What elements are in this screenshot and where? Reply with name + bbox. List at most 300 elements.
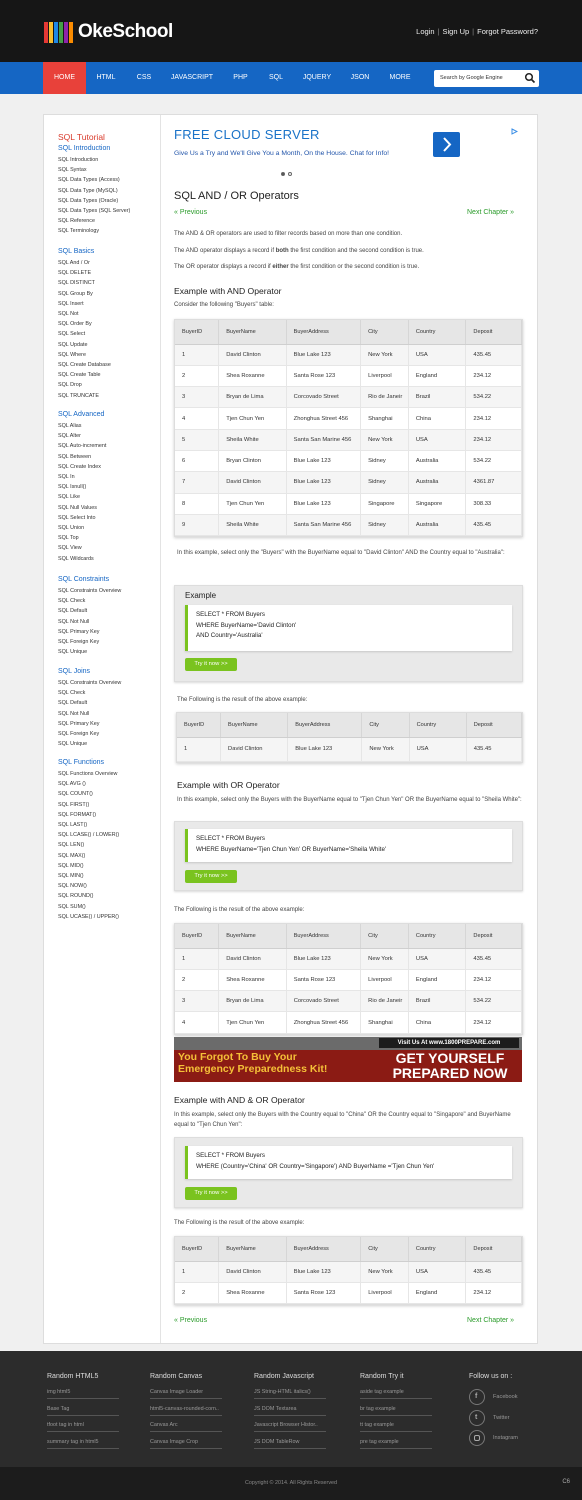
ad-next-button[interactable] [433, 132, 460, 157]
table-cell: 234.12 [466, 365, 522, 386]
table-cell: 1 [175, 1261, 219, 1282]
login-link[interactable]: Login [416, 27, 435, 36]
table-header-row [177, 713, 522, 737]
ad-subtitle[interactable]: Give Us a Try and We'll Give You a Month, On the House. Chat for Info! [174, 150, 390, 157]
table-row [175, 493, 522, 514]
logo-color-bar [59, 22, 63, 43]
table-cell: Liverpool [361, 365, 409, 386]
sidebar-item[interactable]: SQL Auto-increment [58, 443, 107, 450]
footer-link[interactable]: Canvas Image Loader [150, 1389, 222, 1399]
table-cell: USA [409, 737, 466, 761]
intro-text: The AND & OR operators are used to filter records based on more than one condition. [174, 231, 403, 237]
sidebar-item[interactable]: SQL Primary Key [58, 720, 100, 727]
table-cell: Blue Lake 123 [286, 948, 360, 969]
footer-link[interactable]: JS DOM Textarea [254, 1406, 326, 1416]
footer-link[interactable]: Canvas Arc [150, 1422, 222, 1432]
table-cell: 8 [175, 493, 219, 514]
sidebar-item[interactable]: SQL Isnull() [58, 484, 87, 491]
instagram-link[interactable] [469, 1430, 549, 1448]
result-label: The Following is the result of the above example: [174, 1220, 305, 1226]
table-row [175, 1282, 522, 1303]
table-cell: New York [362, 737, 409, 761]
footer-link[interactable]: html5-canvas-rounded-corn.. [150, 1406, 222, 1416]
search-icon[interactable] [524, 72, 536, 84]
footer-link[interactable]: Canvas Image Crop [150, 1439, 222, 1449]
try-it-button[interactable]: Try it now >> [185, 658, 237, 671]
result-label: The Following is the result of the above example: [177, 697, 308, 703]
twitter-label: Twitter [493, 1415, 510, 1421]
table-cell: 234.12 [466, 408, 522, 429]
sidebar-item[interactable]: SQL AVG () [58, 781, 86, 788]
table-cell: Brazil [408, 991, 466, 1012]
data-table [175, 320, 522, 536]
next-chapter-link[interactable]: Next Chapter » [467, 209, 515, 216]
footer [0, 1351, 582, 1467]
sidebar-item[interactable]: SQL Create Index [58, 463, 101, 470]
column-header: City [361, 1237, 409, 1261]
buyers-table [174, 319, 523, 537]
code-line: SELECT * FROM Buyers [196, 1152, 265, 1159]
sidebar-item[interactable]: SQL Unique [58, 649, 88, 656]
table-row [175, 948, 522, 969]
sidebar-item[interactable]: SQL Unique [58, 741, 88, 748]
table-cell: Tjen Chun Yen [219, 408, 286, 429]
ad-pagination [281, 163, 295, 181]
table-row [175, 514, 522, 535]
banner-visit-text: Visit Us At www.1800PREPARE.com [379, 1038, 519, 1048]
nav-more[interactable]: MORE [389, 74, 411, 81]
or-description [174, 262, 419, 272]
table-cell: Santa San Marine 456 [286, 429, 360, 450]
table-cell: David Clinton [219, 948, 286, 969]
table-cell: 2 [175, 365, 219, 386]
table-cell: David Clinton [219, 472, 286, 493]
sidebar-item[interactable]: SQL NOW() [58, 883, 87, 890]
sidebar-item[interactable]: SQL Group By [58, 290, 93, 297]
sidebar-heading[interactable]: SQL Functions [58, 759, 105, 766]
footer-link[interactable]: img html5 [47, 1389, 119, 1399]
table-cell: 6 [175, 450, 219, 471]
code-line: WHERE (Country='China' OR Country='Singapore') AND BuyerName ='Tjen Chun Yen' [196, 1162, 435, 1170]
table-cell: Shanghai [361, 408, 409, 429]
sidebar-item[interactable]: SQL Primary Key [58, 628, 100, 635]
table-cell: 534.22 [466, 387, 522, 408]
next-chapter-link[interactable]: Next Chapter » [467, 1317, 515, 1324]
table-cell: Santa Rose 123 [286, 969, 360, 990]
and-result-table [176, 712, 523, 763]
table-row [175, 450, 522, 471]
table-cell: Australia [408, 450, 466, 471]
table-cell: 4 [175, 1012, 219, 1033]
ad-dot[interactable] [288, 172, 292, 176]
sidebar-item[interactable]: SQL Constraints Overview [58, 588, 122, 594]
sidebar-item[interactable]: SQL TRUNCATE [58, 392, 99, 399]
column-header: BuyerAddress [286, 320, 360, 344]
code-line: SELECT * FROM Buyers [196, 835, 265, 842]
sidebar-item[interactable]: SQL Wildcards [58, 555, 94, 562]
separator: | [472, 27, 475, 36]
facebook-label: Facebook [493, 1394, 518, 1400]
table-cell: 534.22 [466, 450, 522, 471]
nav-php[interactable]: PHP [233, 74, 248, 81]
sidebar-heading[interactable]: SQL Introduction [58, 145, 111, 152]
and-or-example-description: In this example, select only the Buyers with the Country equal to "China" OR the Country equal to "Singapore" and BuyerName equal to "Tjen Chun Yen": [174, 1112, 511, 1128]
nav-html[interactable]: HTML [96, 74, 116, 81]
column-header: City [361, 924, 409, 948]
sidebar-item[interactable]: SQL Data Types (Access) [58, 177, 120, 184]
table-cell: 9 [175, 514, 219, 535]
page-title: SQL AND / OR Operators [174, 190, 299, 202]
sidebar-item[interactable]: SQL Drop [58, 382, 82, 389]
search-input[interactable] [434, 70, 539, 87]
main-nav [0, 62, 582, 94]
sidebar-item[interactable]: SQL Foreign Key [58, 731, 100, 737]
sidebar-item[interactable]: SQL Reference [58, 218, 95, 225]
sidebar-heading[interactable]: SQL Basics [58, 248, 95, 255]
sidebar-item[interactable]: SQL MAX() [58, 852, 86, 859]
column-header: BuyerName [219, 320, 286, 344]
table-cell: 435.45 [466, 737, 521, 761]
table-cell: 4361.87 [466, 472, 522, 493]
footer-link[interactable]: aside tag example [360, 1389, 432, 1399]
table-cell: 534.22 [466, 991, 522, 1012]
emphasis: both [275, 248, 289, 254]
code-line: AND Country='Australia' [196, 632, 263, 639]
account-links [416, 27, 538, 36]
table-cell: USA [408, 344, 466, 365]
example-label: Example [185, 591, 217, 600]
column-header: Deposit [466, 320, 522, 344]
nav-json[interactable]: JSON [350, 74, 370, 81]
table-cell: New York [361, 948, 409, 969]
sidebar-item[interactable]: SQL Select Into [58, 514, 96, 521]
table-cell: 435.45 [466, 948, 522, 969]
sidebar-item[interactable]: SQL And / Or [58, 260, 90, 266]
table-cell: Blue Lake 123 [286, 493, 360, 514]
table-cell: Sidney [361, 450, 409, 471]
sidebar-heading[interactable]: SQL Joins [58, 668, 91, 675]
and-or-example-box [174, 1137, 523, 1208]
result-label: The Following is the result of the above example: [174, 907, 305, 913]
table-cell: Sheila White [219, 429, 286, 450]
sidebar-item[interactable]: SQL Terminology [58, 228, 100, 235]
table-cell: 2 [175, 969, 219, 990]
table-cell: 1 [175, 948, 219, 969]
table-cell: 1 [177, 737, 221, 761]
sidebar-item[interactable]: SQL LCASE() / LOWER() [58, 832, 120, 839]
table-cell: Sidney [361, 514, 409, 535]
footer-link[interactable]: pre tag example [360, 1439, 432, 1449]
sidebar-item[interactable]: SQL Data Type (MySQL) [58, 187, 118, 194]
sidebar-item[interactable]: SQL Update [58, 341, 88, 348]
sidebar-item[interactable]: SQL Alias [58, 423, 82, 429]
table-cell: 5 [175, 429, 219, 450]
sidebar-item[interactable]: SQL DELETE [58, 270, 92, 277]
sidebar-item[interactable]: SQL Null Values [58, 504, 97, 511]
footer-link[interactable]: JS DOM TableRow [254, 1439, 326, 1449]
sidebar-item[interactable]: SQL Default [58, 700, 88, 707]
table-cell: 308.33 [466, 493, 522, 514]
logo-color-bar [54, 22, 58, 43]
table-cell: Liverpool [361, 1282, 409, 1303]
or-example-box [174, 821, 523, 891]
sidebar-item[interactable]: SQL Not Null [58, 618, 90, 625]
sidebar [44, 115, 161, 1343]
sidebar-heading[interactable]: SQL Constraints [58, 576, 110, 583]
sidebar-item[interactable]: SQL COUNT() [58, 791, 93, 798]
logo-text: OkeSchool [78, 21, 173, 42]
sidebar-item[interactable]: SQL Select [58, 331, 86, 338]
table-cell: 234.12 [466, 1012, 522, 1033]
column-header: Deposit [466, 713, 521, 737]
sidebar-item[interactable]: SQL ROUND() [58, 893, 94, 900]
sidebar-item[interactable]: SQL Like [58, 494, 80, 501]
column-header: BuyerName [219, 924, 286, 948]
nav-javascript[interactable]: JAVASCRIPT [170, 74, 214, 81]
table-cell: David Clinton [219, 1261, 287, 1282]
or-heading: Example with OR Operator [177, 780, 280, 790]
table-cell: Shanghai [361, 1012, 409, 1033]
text: PREPARED NOW [392, 1064, 508, 1081]
text: the first condition or the second condition is true. [288, 264, 420, 270]
top-header [0, 0, 582, 62]
instagram-icon [469, 1430, 485, 1446]
data-table [175, 1237, 522, 1304]
and-description [174, 246, 424, 256]
footer-link[interactable]: summary tag in html5 [47, 1439, 119, 1449]
table-cell: 435.45 [466, 1261, 522, 1282]
sidebar-item[interactable]: SQL Check [58, 598, 86, 605]
forgot-password-link[interactable]: Forgot Password? [477, 27, 538, 36]
try-it-button[interactable]: Try it now >> [185, 870, 237, 883]
table-row [175, 1012, 522, 1033]
table-cell: Blue Lake 123 [288, 737, 362, 761]
table-cell: Shea Roxanne [219, 969, 286, 990]
sidebar-item[interactable]: SQL View [58, 545, 82, 552]
sidebar-item[interactable]: SQL Create Database [58, 362, 111, 368]
table-cell: USA [408, 429, 466, 450]
column-header: Deposit [466, 924, 522, 948]
sidebar-item[interactable]: SQL MID() [58, 862, 84, 869]
footer-column-title: Random Javascript [254, 1373, 314, 1380]
or-result-table [174, 923, 523, 1035]
follow-title: Follow us on : [469, 1373, 513, 1380]
sidebar-item[interactable]: SQL DISTINCT [58, 280, 95, 287]
sidebar-item[interactable]: SQL Top [58, 535, 79, 542]
sidebar-item[interactable]: SQL LAST() [58, 822, 88, 828]
sidebar-heading[interactable]: SQL Advanced [58, 411, 105, 418]
chevron-right-icon [433, 132, 460, 157]
table-header-row [175, 1237, 522, 1261]
table-cell: Brazil [408, 387, 466, 408]
and-or-heading: Example with AND & OR Operator [174, 1095, 305, 1105]
and-example-description: In this example, select only the "Buyers" with the BuyerName equal to "David Clinton" AND the Country equal to "Australia": [177, 550, 505, 556]
sidebar-item[interactable]: SQL Functions Overview [58, 771, 118, 777]
sidebar-item[interactable]: SQL Order By [58, 321, 92, 328]
table-cell: 234.12 [466, 429, 522, 450]
column-header: BuyerID [175, 320, 219, 344]
column-header: Country [408, 320, 466, 344]
table-row [175, 969, 522, 990]
adchoices-icon[interactable] [511, 128, 518, 135]
table-header-row [175, 924, 522, 948]
sidebar-item[interactable]: SQL Alter [58, 433, 81, 440]
sidebar-item[interactable]: SQL Introduction [58, 157, 99, 163]
sidebar-item[interactable]: SQL Create Table [58, 372, 101, 379]
column-header: BuyerAddress [288, 713, 362, 737]
table-cell: USA [408, 948, 466, 969]
footer-link[interactable]: Base Tag [47, 1406, 119, 1416]
table-cell: Australia [408, 514, 466, 535]
column-header: Country [408, 924, 466, 948]
twitter-link[interactable] [469, 1410, 549, 1428]
sidebar-item[interactable]: SQL Data Types (Oracle) [58, 197, 119, 204]
sidebar-item[interactable]: SQL Syntax [58, 167, 87, 174]
table-cell: Santa Rose 123 [286, 365, 360, 386]
footer-link[interactable]: br tag example [360, 1406, 432, 1416]
try-it-button[interactable]: Try it now >> [185, 1187, 237, 1200]
data-table [175, 924, 522, 1034]
table-cell: David Clinton [221, 737, 288, 761]
table-row [177, 737, 522, 761]
table-cell: 435.45 [466, 514, 522, 535]
text: Emergency Preparedness Kit! [178, 1063, 328, 1075]
text: You Forgot To Buy Your [178, 1051, 297, 1063]
site-logo[interactable] [44, 21, 173, 43]
and-or-code-block [185, 1146, 512, 1179]
sidebar-item[interactable]: SQL Union [58, 525, 85, 531]
table-cell: Australia [408, 472, 466, 493]
and-example-box [174, 585, 523, 682]
content-wrapper [43, 114, 538, 1344]
footer-column-title: Random Canvas [150, 1373, 203, 1380]
column-header: BuyerID [175, 924, 219, 948]
previous-link[interactable]: « Previous [174, 209, 208, 216]
previous-link[interactable]: « Previous [174, 1317, 208, 1324]
sidebar-item[interactable]: SQL Data Types (SQL Server) [58, 208, 131, 214]
table-cell: Blue Lake 123 [286, 1261, 360, 1282]
column-header: BuyerName [219, 1237, 287, 1261]
table-cell: Bryan de Lima [219, 991, 286, 1012]
footer-link[interactable]: tfoot tag in html [47, 1422, 119, 1432]
footer-link[interactable]: tt tag example [360, 1422, 432, 1432]
table-cell: England [408, 365, 466, 386]
table-row [175, 1261, 522, 1282]
search-placeholder: Search by Google Engine [440, 75, 503, 81]
ad-dot-active[interactable] [281, 172, 285, 176]
logo-color-bar [64, 22, 68, 43]
sidebar-item[interactable]: SQL Insert [58, 300, 84, 307]
sidebar-item[interactable]: SQL UCASE() / UPPER() [58, 913, 119, 920]
table-cell: England [408, 969, 466, 990]
ad-title[interactable]: FREE CLOUD SERVER [174, 127, 320, 142]
table-cell: 1 [175, 344, 219, 365]
table-cell: 435.45 [466, 344, 522, 365]
table-cell: Corcovado Street [286, 387, 360, 408]
table-cell: Shea Roxanne [219, 365, 286, 386]
nav-css[interactable]: CSS [136, 74, 152, 81]
table-cell: China [408, 408, 466, 429]
footer-link[interactable]: Javascript Browser Histor.. [254, 1422, 326, 1432]
emphasis: either [272, 264, 289, 270]
facebook-icon: f [469, 1389, 485, 1405]
nav-jquery[interactable]: JQUERY [302, 74, 332, 81]
copyright-bar [0, 1467, 582, 1500]
table-cell: New York [361, 1261, 409, 1282]
column-header: BuyerAddress [286, 924, 360, 948]
column-header: Deposit [466, 1237, 522, 1261]
table-row [175, 408, 522, 429]
table-cell: Singapore [408, 493, 466, 514]
banner-left-text [178, 1051, 327, 1075]
table-cell: Tjen Chun Yen [219, 1012, 286, 1033]
twitter-icon: t [469, 1410, 485, 1426]
table-cell: Corcovado Street [286, 991, 360, 1012]
sidebar-item[interactable]: SQL SUM() [58, 903, 86, 910]
sidebar-item[interactable]: SQL Check [58, 690, 86, 697]
table-cell: Tjen Chun Yen [219, 493, 286, 514]
corner-label: C6 [562, 1479, 570, 1485]
table-cell: Shea Roxanne [219, 1282, 287, 1303]
column-header: BuyerID [177, 713, 221, 737]
text: The AND operator displays a record if [174, 248, 276, 254]
table-cell: China [408, 1012, 466, 1033]
table-cell: 234.12 [466, 969, 522, 990]
table-cell: Zhonghua Street 456 [286, 1012, 360, 1033]
table-row [175, 991, 522, 1012]
nav-sql[interactable]: SQL [268, 74, 283, 81]
emergency-kit-banner-ad[interactable] [174, 1037, 522, 1082]
sidebar-item[interactable]: SQL Between [58, 453, 92, 460]
table-cell: USA [408, 1261, 466, 1282]
facebook-link[interactable] [469, 1389, 549, 1407]
table-cell: Rio de Janeir [361, 991, 409, 1012]
sidebar-item[interactable]: SQL Not [58, 311, 79, 317]
code-line: SELECT * FROM Buyers [196, 611, 265, 618]
column-header: BuyerName [221, 713, 288, 737]
column-header: Country [409, 713, 466, 737]
sidebar-item[interactable]: SQL Where [58, 351, 86, 358]
sidebar-item[interactable]: SQL Not Null [58, 710, 90, 717]
instagram-label: Instagram [493, 1435, 518, 1441]
sidebar-item[interactable]: SQL Default [58, 608, 88, 615]
sidebar-item[interactable]: SQL MIN() [58, 873, 84, 879]
table-cell: Bryan Clinton [219, 450, 286, 471]
copyright-text: Copyright © 2014. All Rights Reserved [244, 1480, 338, 1486]
table-cell: 234.12 [466, 1282, 522, 1303]
sidebar-item[interactable]: SQL In [58, 474, 75, 480]
sidebar-item[interactable]: SQL FIRST() [58, 801, 90, 808]
separator: | [437, 27, 440, 36]
footer-link[interactable]: JS String-HTML italics() [254, 1389, 326, 1399]
sidebar-item[interactable]: SQL FORMAT() [58, 811, 97, 818]
main-content [162, 115, 538, 1343]
signup-link[interactable]: Sign Up [442, 27, 470, 36]
code-line: WHERE BuyerName='Tjen Chun Yen' OR BuyerName='Sheila White' [196, 845, 387, 853]
table-cell: Zhonghua Street 456 [286, 408, 360, 429]
nav-home[interactable]: HOME [43, 62, 86, 94]
and-heading: Example with AND Operator [174, 286, 282, 296]
column-header: City [362, 713, 409, 737]
column-header: City [361, 320, 409, 344]
footer-column-title: Random Try it [360, 1373, 404, 1380]
sidebar-item[interactable]: SQL Foreign Key [58, 639, 100, 645]
sidebar-item[interactable]: SQL Constraints Overview [58, 680, 122, 686]
table-cell: Blue Lake 123 [286, 472, 360, 493]
text: The OR operator displays a record if [174, 264, 273, 270]
sidebar-item[interactable]: SQL LEN() [58, 842, 85, 849]
table-cell: 2 [175, 1282, 219, 1303]
